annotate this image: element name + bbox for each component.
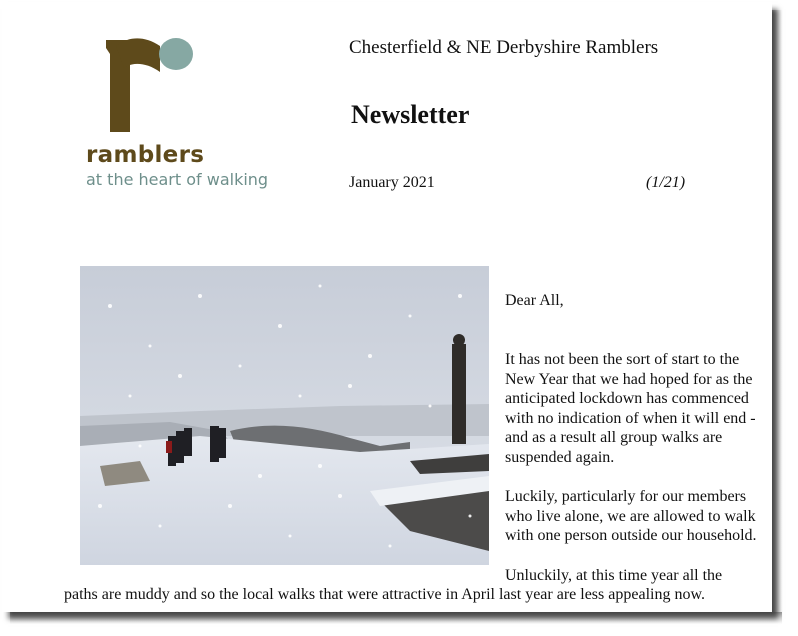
page-title: Newsletter [351,100,470,129]
logo-tagline: at the heart of walking [86,170,269,189]
paragraph-muddy-continued: paths are muddy and so the local walks that were attractive in April last year are less appealing now. [64,586,705,603]
page-shadow-right [772,10,782,620]
greeting: Dear All, [505,292,564,309]
logo-wordmark: ramblers [86,142,205,168]
issue-number: (1/21) [646,174,686,191]
paragraph-walk-with-one: Luckily, particularly for our members who live alone, we are allowed to walk with one person outside our household. [505,488,757,544]
issue-date: January 2021 [349,174,435,191]
paragraph-lockdown: It has not been the sort of start to the New Year that we had hoped for as the anticipated lockdown has commenced with no indication of when it will end - and as a result all group walks are suspended again. [505,351,756,466]
page-shadow-bottom [10,612,782,624]
paragraph-muddy-start: Unluckily, at this time year all the [505,567,723,584]
organisation-name: Chesterfield & NE Derbyshire Ramblers [349,37,659,58]
snowy-moorland-photo [80,266,489,565]
